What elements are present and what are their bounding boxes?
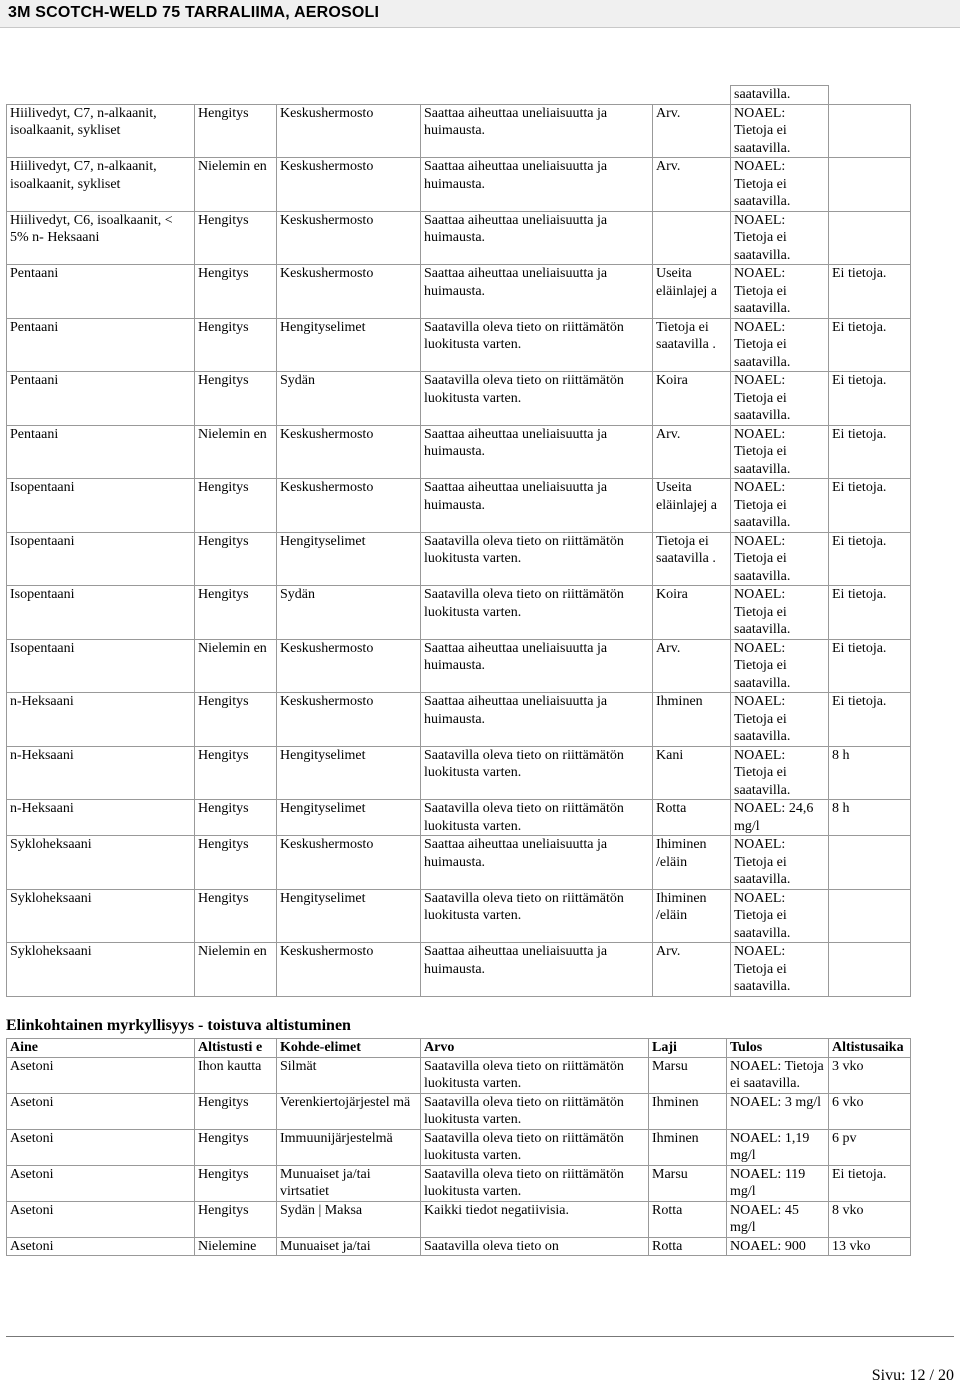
cell-altistus: Hengitys [195, 836, 277, 890]
table-top-row [7, 86, 911, 105]
table-row [7, 479, 911, 533]
cell-laji: Arv. [653, 425, 731, 479]
table-row [7, 1057, 911, 1093]
cell-aika: 8 h [829, 746, 911, 800]
cell-arvo: Saattaa aiheuttaa uneliaisuutta ja huimausta. [421, 211, 653, 265]
cell-laji: Arv. [653, 639, 731, 693]
cell-laji: Ihminen [649, 1093, 727, 1129]
cell-aine: n-Heksaani [7, 746, 195, 800]
cell-arvo: Saatavilla oleva tieto on riittämätön luokitusta varten. [421, 586, 653, 640]
cell-laji: Marsu [649, 1057, 727, 1093]
cell-tulos: NOAEL: Tietoja ei saatavilla. [731, 889, 829, 943]
cell-tulos: NOAEL: Tietoja ei saatavilla. [731, 318, 829, 372]
cell-tulos: NOAEL: Tietoja ei saatavilla. [731, 693, 829, 747]
cell-aika [829, 889, 911, 943]
cell-tulos: NOAEL: Tietoja ei saatavilla. [731, 479, 829, 533]
cell-tulos: NOAEL: Tietoja ei saatavilla. [731, 586, 829, 640]
cell-laji: Koira [653, 372, 731, 426]
cell-aine: Asetoni [7, 1093, 195, 1129]
table-top-cell: saatavilla. [731, 86, 829, 105]
cell-arvo: Saatavilla oleva tieto on riittämätön luokitusta varten. [421, 318, 653, 372]
cell-kohde: Keskushermosto [277, 943, 421, 997]
cell-arvo: Saattaa aiheuttaa uneliaisuutta ja huimausta. [421, 639, 653, 693]
cell-kohde: Hengityselimet [277, 318, 421, 372]
table-row [7, 889, 911, 943]
cell-arvo: Saattaa aiheuttaa uneliaisuutta ja huimausta. [421, 158, 653, 212]
cell-altistus: Nielemine [195, 1237, 277, 1256]
cell-kohde: Hengityselimet [277, 800, 421, 836]
table-row [7, 693, 911, 747]
table-row [7, 746, 911, 800]
cell-aika: 8 h [829, 800, 911, 836]
cell-laji: Arv. [653, 104, 731, 158]
cell-arvo: Saattaa aiheuttaa uneliaisuutta ja huimausta. [421, 836, 653, 890]
table-row [7, 104, 911, 158]
cell-aine: Asetoni [7, 1201, 195, 1237]
cell-laji: Useita eläinlajej a [653, 265, 731, 319]
cell-altistus: Nielemin en [195, 425, 277, 479]
cell-aika: Ei tietoja. [829, 318, 911, 372]
cell-altistus: Hengitys [195, 104, 277, 158]
cell-laji: Rotta [653, 800, 731, 836]
cell-aika: 6 vko [829, 1093, 911, 1129]
cell-arvo: Saatavilla oleva tieto on [421, 1237, 649, 1256]
cell-laji: Kani [653, 746, 731, 800]
cell-kohde: Keskushermosto [277, 104, 421, 158]
cell-arvo: Saattaa aiheuttaa uneliaisuutta ja huimausta. [421, 943, 653, 997]
cell-aine: Pentaani [7, 372, 195, 426]
cell-tulos: NOAEL: Tietoja ei saatavilla. [731, 211, 829, 265]
cell-arvo: Saattaa aiheuttaa uneliaisuutta ja huimausta. [421, 479, 653, 533]
table-row [7, 639, 911, 693]
cell-aine: Isopentaani [7, 586, 195, 640]
cell-aine: Asetoni [7, 1057, 195, 1093]
cell-laji: Ihminen [649, 1129, 727, 1165]
cell-altistus: Hengitys [195, 800, 277, 836]
cell-laji: Ihiminen /eläin [653, 889, 731, 943]
cell-tulos: NOAEL: Tietoja ei saatavilla. [731, 746, 829, 800]
cell-laji: Arv. [653, 158, 731, 212]
cell-aine: n-Heksaani [7, 693, 195, 747]
cell-aika: Ei tietoja. [829, 372, 911, 426]
table-header-row [7, 1039, 911, 1058]
cell-altistus: Hengitys [195, 372, 277, 426]
header-altistustie: Altistusti e [195, 1039, 277, 1058]
cell-altistus: Hengitys [195, 1165, 277, 1201]
cell-aika: Ei tietoja. [829, 1165, 911, 1201]
section-title: Elinkohtainen myrkyllisyys - toistuva altistuminen [6, 1017, 351, 1034]
cell-kohde: Keskushermosto [277, 639, 421, 693]
cell-tulos: NOAEL: Tietoja ei saatavilla. [731, 104, 829, 158]
cell-arvo: Saatavilla oleva tieto on riittämätön luokitusta varten. [421, 800, 653, 836]
cell-laji: Useita eläinlajej a [653, 479, 731, 533]
cell-kohde: Sydän [277, 586, 421, 640]
cell-altistus: Nielemin en [195, 639, 277, 693]
cell-altistus: Hengitys [195, 586, 277, 640]
table-row [7, 1237, 911, 1256]
header-aine: Aine [7, 1039, 195, 1058]
cell-altistus: Hengitys [195, 746, 277, 800]
cell-tulos: NOAEL: 24,6 mg/l [731, 800, 829, 836]
cell-tulos: NOAEL: Tietoja ei saatavilla. [731, 532, 829, 586]
cell-altistus: Hengitys [195, 211, 277, 265]
cell-aine: Sykloheksaani [7, 889, 195, 943]
header-arvo: Arvo [421, 1039, 649, 1058]
cell-arvo: Saatavilla oleva tieto on riittämätön luokitusta varten. [421, 1165, 649, 1201]
cell-aika: Ei tietoja. [829, 425, 911, 479]
cell-altistus: Hengitys [195, 479, 277, 533]
cell-arvo: Saatavilla oleva tieto on riittämätön luokitusta varten. [421, 1129, 649, 1165]
cell-aika: Ei tietoja. [829, 639, 911, 693]
cell-aine: n-Heksaani [7, 800, 195, 836]
cell-arvo: Saattaa aiheuttaa uneliaisuutta ja huimausta. [421, 265, 653, 319]
cell-laji: Koira [653, 586, 731, 640]
document-title: 3M SCOTCH-WELD 75 TARRALIIMA, AEROSOLI [8, 4, 380, 21]
table-row [7, 800, 911, 836]
cell-tulos: NOAEL: 119 mg/l [727, 1165, 829, 1201]
cell-kohde: Keskushermosto [277, 836, 421, 890]
cell-kohde: Verenkiertojärjestel mä [277, 1093, 421, 1129]
cell-kohde: Keskushermosto [277, 425, 421, 479]
cell-arvo: Saatavilla oleva tieto on riittämätön luokitusta varten. [421, 1093, 649, 1129]
cell-kohde: Sydän [277, 372, 421, 426]
header-laji: Laji [649, 1039, 727, 1058]
cell-laji: Tietoja ei saatavilla . [653, 318, 731, 372]
cell-altistus: Hengitys [195, 1129, 277, 1165]
header-kohde-elimet: Kohde-elimet [277, 1039, 421, 1058]
cell-altistus: Hengitys [195, 532, 277, 586]
table-row [7, 1093, 911, 1129]
cell-aika: Ei tietoja. [829, 532, 911, 586]
footer-divider [6, 1336, 954, 1337]
repeated-exposure-table [6, 1038, 911, 1256]
cell-aine: Isopentaani [7, 639, 195, 693]
table-row [7, 372, 911, 426]
cell-arvo: Saattaa aiheuttaa uneliaisuutta ja huimausta. [421, 104, 653, 158]
cell-tulos: NOAEL: 3 mg/l [727, 1093, 829, 1129]
table-row [7, 586, 911, 640]
cell-kohde: Hengityselimet [277, 746, 421, 800]
cell-aika: Ei tietoja. [829, 265, 911, 319]
cell-kohde: Immuunijärjestelmä [277, 1129, 421, 1165]
cell-kohde: Sydän | Maksa [277, 1201, 421, 1237]
cell-aika: 6 pv [829, 1129, 911, 1165]
cell-aika [829, 943, 911, 997]
cell-altistus: Hengitys [195, 265, 277, 319]
table-row [7, 265, 911, 319]
cell-laji: Rotta [649, 1237, 727, 1256]
cell-arvo: Saatavilla oleva tieto on riittämätön luokitusta varten. [421, 532, 653, 586]
cell-aine: Pentaani [7, 318, 195, 372]
cell-altistus: Hengitys [195, 889, 277, 943]
cell-laji [653, 211, 731, 265]
cell-tulos: NOAEL: Tietoja ei saatavilla. [731, 158, 829, 212]
table-row [7, 943, 911, 997]
table-row [7, 158, 911, 212]
cell-tulos: NOAEL: Tietoja ei saatavilla. [731, 639, 829, 693]
cell-kohde: Silmät [277, 1057, 421, 1093]
cell-altistus: Hengitys [195, 318, 277, 372]
cell-aine: Isopentaani [7, 532, 195, 586]
cell-altistus: Nielemin en [195, 943, 277, 997]
cell-aika [829, 158, 911, 212]
cell-altistus: Nielemin en [195, 158, 277, 212]
cell-aine: Hiilivedyt, C7, n-alkaanit, isoalkaanit, sykliset [7, 104, 195, 158]
cell-arvo: Saatavilla oleva tieto on riittämätön luokitusta varten. [421, 372, 653, 426]
cell-kohde: Keskushermosto [277, 479, 421, 533]
cell-aika: Ei tietoja. [829, 693, 911, 747]
table-row [7, 1201, 911, 1237]
cell-aika [829, 104, 911, 158]
cell-arvo: Saatavilla oleva tieto on riittämätön luokitusta varten. [421, 1057, 649, 1093]
cell-tulos: NOAEL: Tietoja ei saatavilla. [727, 1057, 829, 1093]
cell-kohde: Keskushermosto [277, 211, 421, 265]
cell-aika: Ei tietoja. [829, 586, 911, 640]
cell-tulos: NOAEL: Tietoja ei saatavilla. [731, 943, 829, 997]
cell-laji: Arv. [653, 943, 731, 997]
cell-arvo: Saatavilla oleva tieto on riittämätön luokitusta varten. [421, 746, 653, 800]
cell-arvo: Saattaa aiheuttaa uneliaisuutta ja huimausta. [421, 693, 653, 747]
cell-aika: 13 vko [829, 1237, 911, 1256]
cell-aine: Asetoni [7, 1165, 195, 1201]
cell-aika [829, 836, 911, 890]
cell-aine: Asetoni [7, 1237, 195, 1256]
header-tulos: Tulos [727, 1039, 829, 1058]
table-row [7, 318, 911, 372]
cell-aika [829, 211, 911, 265]
cell-altistus: Hengitys [195, 1201, 277, 1237]
cell-kohde: Keskushermosto [277, 158, 421, 212]
table-row [7, 211, 911, 265]
cell-aika: Ei tietoja. [829, 479, 911, 533]
cell-aine: Pentaani [7, 265, 195, 319]
cell-kohde: Keskushermosto [277, 693, 421, 747]
table-row [7, 836, 911, 890]
page-number: Sivu: 12 / 20 [871, 1367, 954, 1384]
table-row [7, 425, 911, 479]
cell-aika: 8 vko [829, 1201, 911, 1237]
cell-altistus: Hengitys [195, 1093, 277, 1129]
cell-kohde: Munuaiset ja/tai [277, 1237, 421, 1256]
cell-aine: Sykloheksaani [7, 836, 195, 890]
cell-aine: Hiilivedyt, C7, n-alkaanit, isoalkaanit, sykliset [7, 158, 195, 212]
cell-aika: 3 vko [829, 1057, 911, 1093]
cell-arvo: Saatavilla oleva tieto on riittämätön luokitusta varten. [421, 889, 653, 943]
cell-kohde: Hengityselimet [277, 532, 421, 586]
cell-tulos: NOAEL: Tietoja ei saatavilla. [731, 836, 829, 890]
table-row [7, 532, 911, 586]
table-row [7, 1165, 911, 1201]
cell-aine: Isopentaani [7, 479, 195, 533]
cell-tulos: NOAEL: 45 mg/l [727, 1201, 829, 1237]
cell-altistus: Hengitys [195, 693, 277, 747]
cell-kohde: Keskushermosto [277, 265, 421, 319]
cell-laji: Tietoja ei saatavilla . [653, 532, 731, 586]
cell-aine: Sykloheksaani [7, 943, 195, 997]
cell-arvo: Saattaa aiheuttaa uneliaisuutta ja huimausta. [421, 425, 653, 479]
table-row [7, 1129, 911, 1165]
cell-tulos: NOAEL: 1,19 mg/l [727, 1129, 829, 1165]
cell-aine: Asetoni [7, 1129, 195, 1165]
cell-laji: Ihiminen /eläin [653, 836, 731, 890]
document-header [0, 0, 960, 28]
cell-altistus: Ihon kautta [195, 1057, 277, 1093]
header-altistusaika: Altistusaika [829, 1039, 911, 1058]
cell-tulos: NOAEL: Tietoja ei saatavilla. [731, 425, 829, 479]
cell-tulos: NOAEL: 900 [727, 1237, 829, 1256]
cell-laji: Rotta [649, 1201, 727, 1237]
cell-kohde: Hengityselimet [277, 889, 421, 943]
single-exposure-table [6, 85, 911, 997]
cell-arvo: Kaikki tiedot negatiivisia. [421, 1201, 649, 1237]
cell-tulos: NOAEL: Tietoja ei saatavilla. [731, 372, 829, 426]
cell-kohde: Munuaiset ja/tai virtsatiet [277, 1165, 421, 1201]
cell-aine: Pentaani [7, 425, 195, 479]
cell-aine: Hiilivedyt, C6, isoalkaanit, < 5% n- Heksaani [7, 211, 195, 265]
cell-tulos: NOAEL: Tietoja ei saatavilla. [731, 265, 829, 319]
cell-laji: Ihminen [653, 693, 731, 747]
cell-laji: Marsu [649, 1165, 727, 1201]
